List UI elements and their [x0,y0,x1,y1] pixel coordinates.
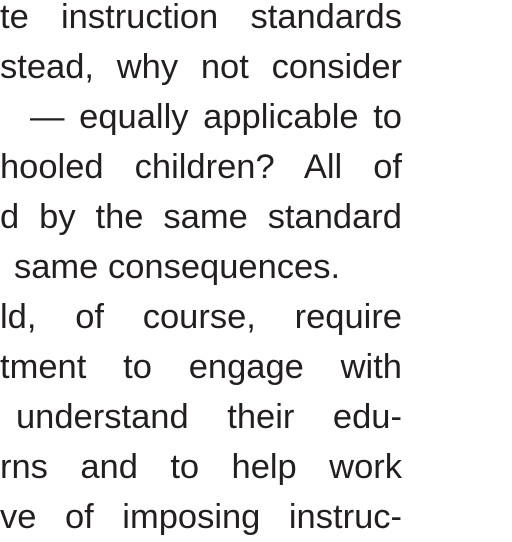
text-line: ld, of course, require [0,298,402,336]
text-line: understand their edu- [16,398,402,436]
text-line: — equally applicable to [30,98,402,136]
text-line: hooled children? All of [0,148,402,186]
text-line: rns and to help work [0,448,402,486]
text-line: stead, why not consider [0,48,402,86]
text-line: tment to engage with [0,348,402,386]
text-line: d by the same standard [0,198,402,236]
text-line: ve of imposing instruc- [0,498,402,536]
text-line: same consequences. [14,248,341,286]
text-line: te instruction standards [0,0,402,36]
